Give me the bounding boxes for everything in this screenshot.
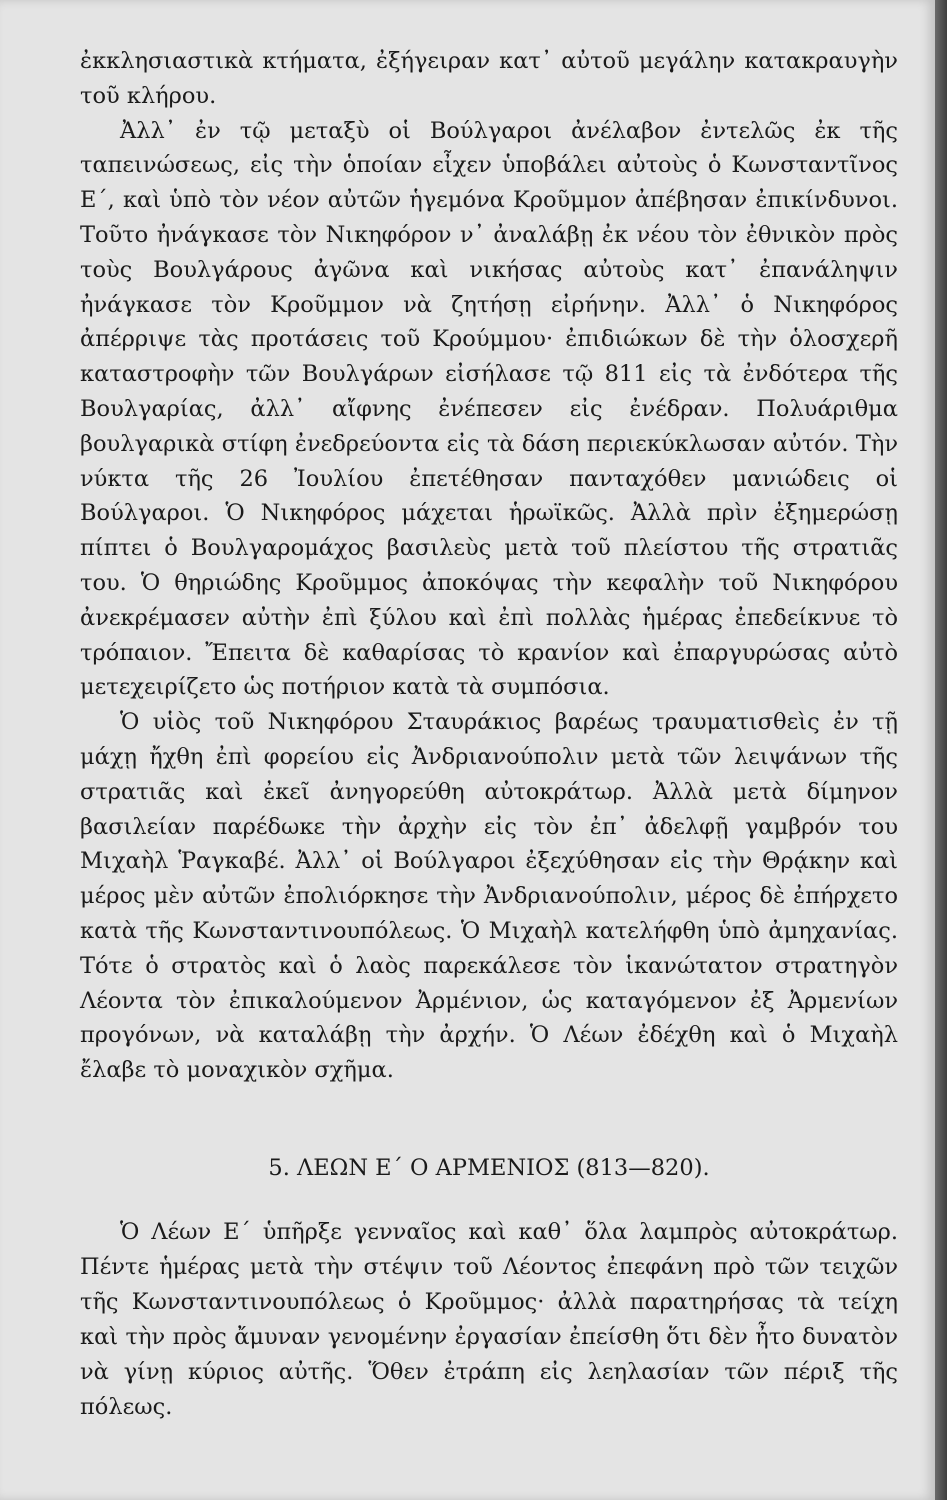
body-text — [80, 44, 898, 1088]
section-heading: 5. ΛΕΩΝ Ε΄ Ο ΑΡΜΕΝΙΟΣ (813—820). — [268, 1155, 710, 1181]
paragraph-continuation: ἐκκλησιαστικὰ κτήματα, ἐξήγειραν κατ᾽ αὐτοῦ μεγάλην κατακραυγὴν τοῦ κλήρου. — [80, 48, 898, 109]
body-text-section-5 — [80, 1215, 898, 1425]
paragraph-nikephoros-war: Ἀλλ᾽ ἐν τῷ μεταξὺ οἱ Βούλγαροι ἀνέλαβον ἐντελῶς ἐκ τῆς ταπεινώσεως, εἰς τὴν ὁποίαν εἶχεν ὑποβάλει αὐτοὺς ὁ Κωνσταντῖνος Ε΄, καὶ ὑπὸ τὸν νέον αὐτῶν ἡγεμόνα Κροῦμμον ἀπέβησαν ἐπικίνδυνοι. Τοῦτο ἠνάγκασε τὸν Νικηφόρον ν᾽ ἀναλάβῃ ἐκ νέου τὸν ἐθνικὸν πρὸς τοὺς Βουλγάρους ἀγῶνα καὶ νικήσας αὐτοὺς κατ᾽ ἐπανάληψιν ἠνάγκασε τὸν Κροῦμμον νὰ ζητήσῃ εἰρήνην. Ἀλλ᾽ ὁ Νικηφόρος ἀπέρριψε τὰς προτάσεις τοῦ Κρούμμου· ἐπιδιώκων δὲ τὴν ὁλοσχερῆ καταστροφὴν τῶν Βουλγάρων εἰσήλασε τῷ 811 εἰς τὰ ἐνδότερα τῆς Βουλγαρίας, ἀλλ᾽ αἴφνης ἐνέπεσεν εἰς ἐνέδραν. Πολυάριθμα βουλγαρικὰ στίφη ἐνεδρεύοντα εἰς τὰ δάση περιεκύκλωσαν αὐτόν. Τὴν νύκτα τῆς 26 Ἰουλίου ἐπετέθησαν πανταχόθεν μανιώδεις οἱ Βούλγαροι. Ὁ Νικηφόρος μάχεται ἡρωϊκῶς. Ἀλλὰ πρὶν ἐξημερώσῃ πίπτει ὁ Βουλγαρομάχος βασιλεὺς μετὰ τοῦ πλείστου τῆς στρατιᾶς του. Ὁ θηριώδης Κροῦμμος ἀποκόψας τὴν κεφαλὴν τοῦ Νικηφόρου ἀνεκρέμασεν αὐτὴν ἐπὶ ξύλου καὶ ἐπὶ πολλὰς ἡμέρας ἐπεδείκνυε τὸ τρόπαιον. Ἔπειτα δὲ καθαρίσας τὸ κρανίον καὶ ἐπαργυρώσας αὐτὸ μετεχειρίζετο ὡς ποτήριον κατὰ τὰ συμπόσια. — [80, 117, 898, 701]
paragraph-leo-v: Ὁ Λέων Ε΄ ὑπῆρξε γενναῖος καὶ καθ᾽ ὅλα λαμπρὸς αὐτοκράτωρ. Πέντε ἡμέρας μετὰ τὴν στέψιν τοῦ Λέοντος ἐπεφάνη πρὸ τῶν τειχῶν τῆς Κωνσταντινουπόλεως ὁ Κροῦμμος· ἀλλὰ παρατηρήσας τὰ τείχη καὶ τὴν πρὸς ἄμυναν γενομένην ἐργασίαν ἐπείσθη ὅτι δὲν ἦτο δυνατὸν νὰ γίνῃ κύριος αὐτῆς. Ὅθεν ἐτράπη εἰς λεηλασίαν τῶν πέριξ τῆς πόλεως. — [80, 1219, 898, 1420]
paragraph-staurakios: Ὁ υἱὸς τοῦ Νικηφόρου Σταυράκιος βαρέως τραυματισθεὶς ἐν τῇ μάχῃ ἤχθη ἐπὶ φορείου εἰς Ἀνδριανούπολιν μετὰ τῶν λειψάνων τῆς στρατιᾶς καὶ ἐκεῖ ἀνηγορεύθη αὐτοκράτωρ. Ἀλλὰ μετὰ δίμηνον βασιλείαν παρέδωκε τὴν ἀρχὴν εἰς τὸν ἐπ᾽ ἀδελφῇ γαμβρόν του Μιχαὴλ Ῥαγκαβέ. Ἀλλ᾽ οἱ Βούλγαροι ἐξεχύθησαν εἰς τὴν Θρᾴκην καὶ μέρος μὲν αὐτῶν ἐπολιόρκησε τὴν Ἀνδριανούπολιν, μέρος δὲ ἐπήρχετο κατὰ τῆς Κωνσταντινουπόλεως. Ὁ Μιχαὴλ κατελήφθη ὑπὸ ἀμηχανίας. Τότε ὁ στρατὸς καὶ ὁ λαὸς παρεκάλεσε τὸν ἱκανώτατον στρατηγὸν Λέοντα τὸν ἐπικαλούμενον Ἀρμένιον, ὡς καταγόμενον ἐξ Ἀρμενίων προγόνων, νὰ καταλάβῃ τὴν ἀρχήν. Ὁ Λέων ἐδέχθη καὶ ὁ Μιχαὴλ ἔλαβε τὸ μοναχικὸν σχῆμα. — [80, 709, 898, 1084]
book-spine-edge — [935, 0, 947, 1500]
